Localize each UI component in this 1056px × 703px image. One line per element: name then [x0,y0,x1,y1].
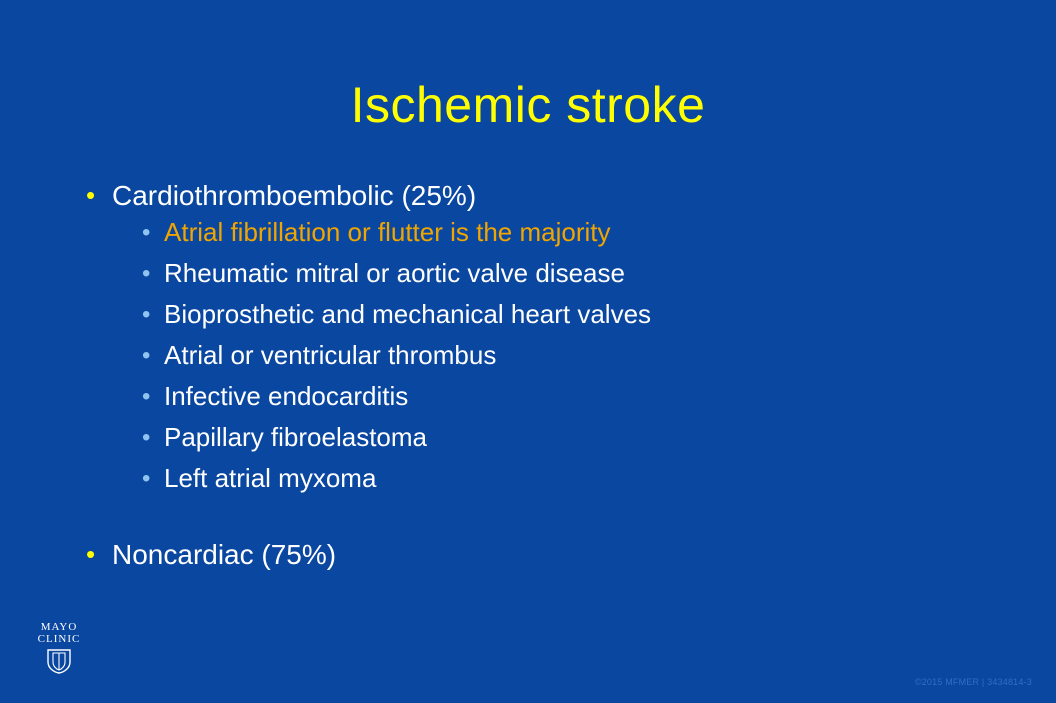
list-item-label: Bioprosthetic and mechanical heart valves [164,299,652,330]
list-item [142,259,1014,289]
list-item [86,539,1014,571]
bullet-icon: • [142,219,151,247]
bullet-icon: • [142,424,151,452]
list-item-label: Rheumatic mitral or aortic valve disease [164,258,625,289]
logo-line-1: MAYO [40,620,78,633]
list-item-label: Atrial or ventricular thrombus [164,340,497,371]
list-item [86,180,1014,212]
bullet-icon: • [142,301,151,329]
bullet-icon: • [86,180,96,210]
list-item [142,464,1014,494]
list-item-label: Cardiothromboembolic (25%) [112,180,477,211]
list-item-label: Papillary fibroelastoma [164,422,428,453]
bullet-icon: • [86,539,96,570]
page-title: Ischemic stroke [350,77,706,133]
bullet-icon: • [142,260,151,288]
copyright-notice: ©2015 MFMER | 3434814-3 [914,677,1032,687]
list-item-label: Atrial fibrillation or flutter is the majority [164,217,611,248]
bullet-icon: • [142,383,151,411]
logo-line-2: CLINIC [37,633,81,646]
mayo-shield-icon [44,648,74,674]
list-item-label: Left atrial myxoma [164,463,377,494]
mayo-clinic-logo [26,621,92,679]
list-item-label: Infective endocarditis [164,381,409,412]
list-item [142,341,1014,371]
list-item [142,423,1014,453]
list-item [142,218,1014,248]
slide-body [12,12,1044,691]
bullet-icon: • [142,342,151,370]
list-item [142,382,1014,412]
list-item-label: Noncardiac (75%) [112,539,337,571]
list-item [142,300,1014,330]
bullet-icon: • [142,465,151,493]
list-spacer [86,505,1014,539]
bullet-list [86,180,1014,577]
